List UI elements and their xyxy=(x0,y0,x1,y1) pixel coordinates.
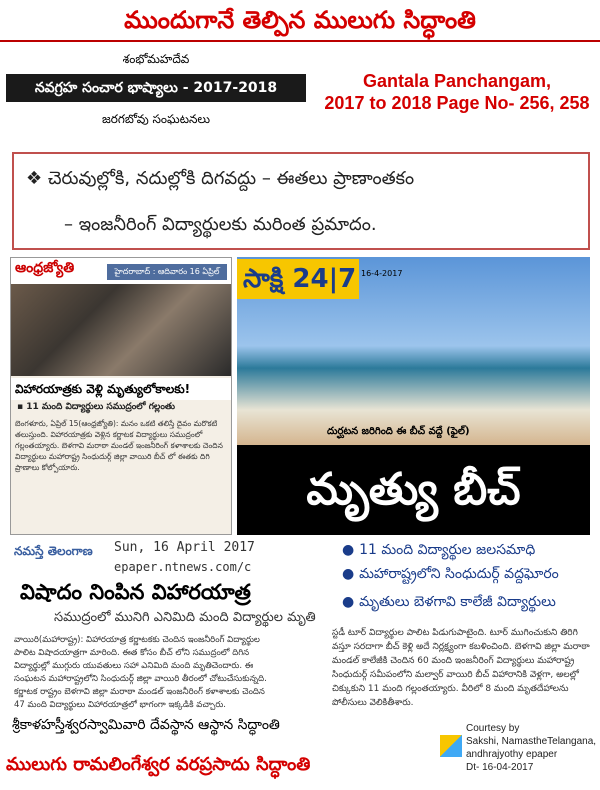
courtesy-line-2: Sakshi, NamastheTelangana, xyxy=(466,736,597,747)
prediction-quote-box xyxy=(12,152,590,250)
andhrajyothy-logo: ఆంధ్రజ్యోతి xyxy=(15,260,75,276)
andhrajyothy-body: బెంగళూరు, ఏప్రిల్ 15(ఆంధ్రజ్యోతి): మనం ఒకటి తలిస్తే దైవం మరొకటి తలుస్తుంది. విహారయాత్రకు వెళ్లిన కర్ణాటక విద్యార్థులు సముద్రంలో గల్లంతయ్యారు. బెళగావి మరాఠా మండల్ ఇంజనీరింగ్ కళాశాలకు చెందిన విద్యార్థులు మహారాష్ట్ర సింధుదుర్గ్ జిల్లా వాయిరి బీచ్ లో ఈతకు దిగి ప్రాణాలు కోల్పోయారు. xyxy=(15,419,223,472)
bullet-icon: ● xyxy=(342,566,360,582)
bullet-icon: ● xyxy=(342,542,360,558)
courtesy-line-1: Courtesy by xyxy=(466,723,520,734)
courtesy-line-4: Dt- 16-04-2017 xyxy=(466,762,534,773)
bullet-text: మృతులు బెళగావి కాలేజీ విద్యార్థులు xyxy=(359,594,556,610)
epaper-date-stamp: Sun, 16 April 2017 xyxy=(114,540,255,555)
book-title: నవగ్రహ సంచార భాష్యాలు - 2017-2018 xyxy=(6,74,306,102)
reference-line-1: Gantala Panchangam, xyxy=(362,71,552,91)
astrologer-name: ములుగు రామలింగేశ్వర వరప్రసాదు సిద్ధాంతి xyxy=(6,754,311,775)
reference-line-2: 2017 to 2018 Page No- 256, 258 xyxy=(324,93,590,113)
list-item xyxy=(342,594,600,613)
namasthe-body-right: స్టడీ టూర్ విద్యార్థుల పాలిట పిడుగుపాటైంది. టూర్ ముగించుకుని తిరిగి వస్తూ సరదాగా బీచ్ కెళ్లి అదే నిర్లక్ష్యంగా కబళించింది. బెళగావి జిల్లా మరాఠా మండల్ కాలేజీకి చెందిన 60 మంది ఇంజనీరింగ్ విద్యార్థులు మహారాష్ట్ర సింధుదుర్గ్ సమీపంలోని మల్వార్ వాయిరి బీచ్ విహారానికి వెళ్లగా, అలల్లో చిక్కుకుని 11 మంది గల్లంతయ్యారు. వీరిలో 8 మంది మృతదేహాలను పోలీసులు వెలికితీశారు. xyxy=(332,628,590,708)
quote-line-2: – ఇంజనీరింగ్ విద్యార్థులకు మరింత ప్రమాదం. xyxy=(64,214,377,235)
list-item xyxy=(342,542,600,561)
quote-bullet-icon: ❖ xyxy=(26,168,43,189)
quote-text-1: చెరువుల్లోకి, నదుల్లోకి దిగవద్దు – ఈతలు ప్రాణాంతకం xyxy=(47,168,415,189)
title-banner: ముందుగానే తెల్పిన ములుగు సిద్ధాంతి xyxy=(0,0,600,42)
andhrajyothy-masthead xyxy=(11,258,231,285)
courtesy-note xyxy=(466,722,596,774)
bullet-text: 11 మంది విద్యార్థుల జలసమాధి xyxy=(359,542,536,558)
quote-line-1 xyxy=(26,168,414,193)
andhrajyothy-dateline: హైదరాబాద్ : ఆదివారం 16 ఏప్రిల్ xyxy=(107,264,227,280)
book-info xyxy=(6,52,306,142)
bullet-text: మహారాష్ట్రలోని సింధుదుర్గ్ వద్దఘోరం xyxy=(359,566,559,582)
bullet-icon: ● xyxy=(342,594,360,610)
sakshi-logo: సాక్షి 24|7 xyxy=(243,264,357,294)
sakshi-date: 16-4-2017 xyxy=(361,269,403,278)
andhrajyothy-headline: విహారయాత్రకు వెళ్లి మృత్యులోకాలకు! xyxy=(11,378,231,400)
book-subtitle: జరగబోవు సంఘటనలు xyxy=(101,112,211,126)
temple-designation: శ్రీకాళహస్తీశ్వరస్వామివారి దేవస్థాన ఆస్థాన సిద్ధాంతి xyxy=(10,717,282,736)
sakshi-photo-caption: దుర్ఘటన జరిగింది ఈ బీచ్ వద్దే (ఫైల్) xyxy=(327,426,470,437)
list-item xyxy=(342,566,600,585)
namasthe-logo: నమస్తే తెలంగాణ xyxy=(14,544,93,558)
decorative-square-icon xyxy=(440,735,462,757)
sakshi-headline: మృత్యు బీచ్ xyxy=(237,445,590,535)
namasthe-headline: విషాదం నింపిన విహారయాత్ర xyxy=(20,580,251,604)
andhrajyothy-clipping xyxy=(10,257,232,535)
book-author: శంభోమహదేవ xyxy=(122,52,190,66)
courtesy-line-3: andhrajyothy epaper xyxy=(466,749,558,760)
andhrajyothy-bullet: ▪ 11 మంది విద్యార్థులు సముద్రంలో గల్లంతు xyxy=(17,402,175,412)
epaper-url: epaper.ntnews.com/c xyxy=(114,560,252,574)
reference-note xyxy=(318,70,596,114)
crowd-photo xyxy=(11,284,231,376)
namasthe-body-left: వాయిరి(మహారాష్ట్ర): విహారయాత్ర కర్ణాటకకు చెందిన ఇంజనీరింగ్ విద్యార్థుల పాలిట విషాదయాత్రగా మారింది. ఈత కోసం బీచ్ లోని సముద్రంలో దిగిన విద్యార్థుల్లో ముగ్గురు యువతులు సహా ఎనిమిది మంది మృతిచెందారు. ఈ సంఘటన మహారాష్ట్రలోని సింధుదుర్గ్ జిల్లా వాయిరి తీరంలో చోటుచేసుకున్నది. కర్ణాటక రాష్ట్రం బెళగావి జిల్లా మరాఠా మండల్ ఇంజనీరింగ్ కళాశాలకు చెందిన 47 మంది విద్యార్థులు విహారయాత్రలో భాగంగా ఇక్కడికి వచ్చారు. xyxy=(14,635,267,710)
sakshi-clipping xyxy=(237,257,590,535)
namasthe-subhead: సముద్రంలో మునిగి ఎనిమిది మంది విద్యార్థుల మృతి xyxy=(54,610,316,625)
